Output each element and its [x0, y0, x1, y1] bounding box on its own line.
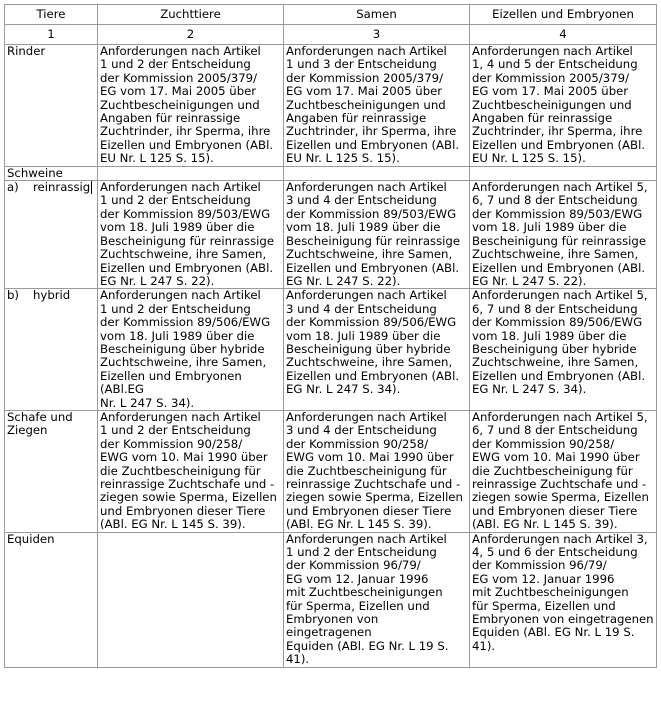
- reinrassig-eizellen: Anforderungen nach Artikel 5, 6, 7 und 8 der Entscheidung der Kommission 89/503/EWG vom 18. Juli 1989 über die Bescheinigung für reinrassige Zuchtschweine, ihre Samen, Eizellen und Embryonen (ABl. EG Nr. L 247 S. 22).: [470, 181, 657, 289]
- hybrid-samen: Anforderungen nach Artikel 3 und 4 der Entscheidung der Kommission 89/506/EWG vom 18. Juli 1989 über die Bescheinigung über hybride Zuchtschweine, ihre Samen, Eizellen und Embryonen (ABl. EG Nr. L 247 S. 34).: [284, 289, 470, 411]
- rinder-zuchttiere: Anforderungen nach Artikel 1 und 2 der Entscheidung der Kommission 2005/379/ EG vom 17. Mai 2005 über Zuchtbescheinigungen und Angaben für reinrassige Zuchtrinder, ihr Sperma, ihre Eizellen und Embryonen (ABl. EU Nr. L 125 S. 15).: [98, 45, 284, 167]
- rinder-eizellen: Anforderungen nach Artikel 1, 4 und 5 der Entscheidung der Kommission 2005/379/ EG vom 17. Mai 2005 über Zuchtbescheinigungen und Angaben für reinrassige Zuchtrinder, ihr Sperma, ihre Eizellen und Embryonen (ABl. EU Nr. L 125 S. 15).: [470, 45, 657, 167]
- header-row: [5, 5, 657, 25]
- schafe-label: Schafe und Ziegen: [5, 410, 98, 532]
- reinrassig-samen: Anforderungen nach Artikel 3 und 4 der Entscheidung der Kommission 89/503/EWG vom 18. Juli 1989 über die Bescheinigung für reinrassige Zuchtschweine, ihre Samen, Eizellen und Embryonen (ABl. EG Nr. L 247 S. 22).: [284, 181, 470, 289]
- schafe-samen: Anforderungen nach Artikel 3 und 4 der Entscheidung der Kommission 90/258/ EWG vom 10. Mai 1990 über die Zuchtbescheinigung für reinrassige Zuchtschafe und - ziegen sowie Sperma, Eizellen und Embryonen dieser Tiere (ABl. EG Nr. L 145 S. 39).: [284, 410, 470, 532]
- header-zuchttiere: Zuchttiere: [98, 5, 284, 25]
- column-number-4: 4: [470, 25, 657, 45]
- sub-letter: b): [7, 288, 19, 303]
- row-equiden: [5, 532, 657, 667]
- schweine-label: Schweine: [5, 166, 98, 180]
- header-eizellen: Eizellen und Embryonen: [470, 5, 657, 25]
- row-schafe-ziegen: [5, 410, 657, 532]
- rinder-samen: Anforderungen nach Artikel 1 und 3 der Entscheidung der Kommission 2005/379/ EG vom 17. Mai 2005 über Zuchtbescheinigungen und Angaben für reinrassige Zuchtrinder, ihr Sperma, ihre Eizellen und Embryonen (ABl. EU Nr. L 125 S. 15).: [284, 45, 470, 167]
- equiden-samen: Anforderungen nach Artikel 1 und 2 der Entscheidung der Kommission 96/79/ EG vom 12. Januar 1996 mit Zuchtbescheinigungen für Sperma, Eizellen und Embryonen von eingetragenen Equiden (ABl. EG Nr. L 19 S. 41).: [284, 532, 470, 667]
- sub-label: reinrassig: [33, 180, 91, 195]
- column-number-3: 3: [284, 25, 470, 45]
- row-schweine-heading: [5, 166, 657, 180]
- header-tiere: Tiere: [5, 5, 98, 25]
- schafe-eizellen: Anforderungen nach Artikel 5, 6, 7 und 8 der Entscheidung der Kommission 90/258/ EWG vom 10. Mai 1990 über die Zuchtbescheinigung für reinrassige Zuchtschafe und - ziegen sowie Sperma, Eizellen und Embryonen dieser Tiere (ABl. EG Nr. L 145 S. 39).: [470, 410, 657, 532]
- header-samen: Samen: [284, 5, 470, 25]
- hybrid-zuchttiere: Anforderungen nach Artikel 1 und 2 der Entscheidung der Kommission 89/506/EWG vom 18. Juli 1989 über die Bescheinigung über hybride Zuchtschweine, ihre Samen, Eizellen und Embryonen (ABl.EG Nr. L 247 S. 34).: [98, 289, 284, 411]
- equiden-eizellen: Anforderungen nach Artikel 3, 4, 5 und 6 der Entscheidung der Kommission 96/79/ EG vom 12. Januar 1996 mit Zuchtbescheinigungen für Sperma, Eizellen und Embryonen von eingetragenen Equiden (ABl. EG Nr. L 19 S. 41).: [470, 532, 657, 667]
- column-number-2: 2: [98, 25, 284, 45]
- row-rinder: [5, 45, 657, 167]
- equiden-zuchttiere: [98, 532, 284, 667]
- schafe-zuchttiere: Anforderungen nach Artikel 1 und 2 der Entscheidung der Kommission 90/258/ EWG vom 10. Mai 1990 über die Zuchtbescheinigung für reinrassige Zuchtschafe und - ziegen sowie Sperma, Eizellen und Embryonen dieser Tiere (ABl. EG Nr. L 145 S. 39).: [98, 410, 284, 532]
- hybrid-eizellen: Anforderungen nach Artikel 5, 6, 7 und 8 der Entscheidung der Kommission 89/506/EWG vom 18. Juli 1989 über die Bescheinigung über hybride Zuchtschweine, ihre Samen, Eizellen und Embryonen (ABl. EG Nr. L 247 S. 34).: [470, 289, 657, 411]
- equiden-label: Equiden: [5, 532, 98, 667]
- schweine-hybrid-label: [5, 289, 98, 411]
- rinder-label: Rinder: [5, 45, 98, 167]
- column-number-1: 1: [5, 25, 98, 45]
- sub-letter: a): [7, 180, 19, 195]
- regulation-table: [4, 4, 657, 668]
- reinrassig-zuchttiere: Anforderungen nach Artikel 1 und 2 der Entscheidung der Kommission 89/503/EWG vom 18. Juli 1989 über die Bescheinigung für reinrassige Zuchtschweine, ihre Samen, Eizellen und Embryonen (ABl. EG Nr. L 247 S. 22).: [98, 181, 284, 289]
- sub-label: hybrid: [33, 288, 71, 303]
- schweine-reinrassig-label: [5, 181, 98, 289]
- row-schweine-reinrassig: [5, 181, 657, 289]
- column-number-row: [5, 25, 657, 45]
- row-schweine-hybrid: [5, 289, 657, 411]
